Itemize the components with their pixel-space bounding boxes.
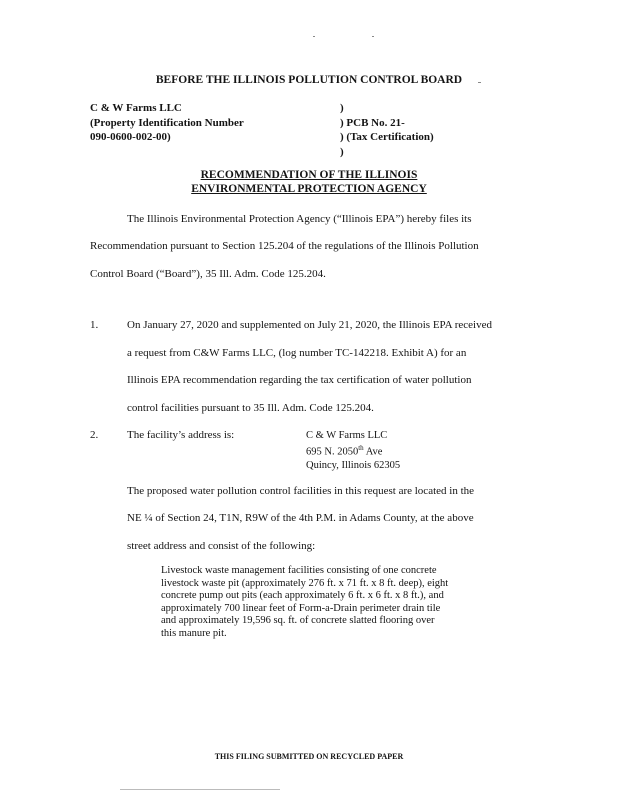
caption-line: C & W Farms LLC [90,102,182,114]
address-label: The facility’s address is: [127,429,235,441]
para2-line: The proposed water pollution control facilities in this request are located in the [127,485,475,497]
scan-speck [313,36,315,37]
paragraph-number: 2. [90,429,99,441]
address-line: C & W Farms LLC [306,430,388,441]
description-line: livestock waste pit (approximately 276 ft. x 71 ft. x 8 ft. deep), eight [161,577,449,589]
caption-line: (Property Identification Number [90,116,244,129]
facility-address [306,429,400,472]
para1-line: On January 27, 2020 and supplemented on July 21, 2020, the Illinois EPA received [127,319,492,331]
description-line: approximately 700 linear feet of Form-a-Drain perimeter drain tile [161,602,441,614]
para2-line: street address and consist of the following: [127,540,316,552]
facility-description [161,565,448,640]
intro-line: The Illinois Environmental Protection Agency (“Illinois EPA”) hereby files its [127,213,472,225]
description-line: Livestock waste management facilities consisting of one concrete [161,565,437,576]
caption-party [90,101,244,145]
recommendation-heading-line1: RECOMMENDATION OF THE ILLINOIS [200,169,418,181]
caption-line: ) PCB No. 21- [340,116,405,129]
intro-line: Control Board (“Board”), 35 Ill. Adm. Code 125.204. [90,268,326,280]
description-line: and approximately 19,596 sq. ft. of concrete slatted flooring over [161,615,435,626]
address-line: Quincy, Illinois 62305 [306,459,401,471]
scan-speck [478,82,481,83]
intro-line: Recommendation pursuant to Section 125.204 of the regulations of the Illinois Pollution [90,240,479,252]
para1-line: a request from C&W Farms LLC, (log number TC-142218. Exhibit A) for an [127,347,467,359]
caption-line: ) [340,102,344,114]
recycled-paper-footer: THIS FILING SUBMITTED ON RECYCLED PAPER [214,752,404,761]
para2-line: NE ¼ of Section 24, T1N, R9W of the 4th P.M. in Adams County, at the above [127,512,474,524]
caption-line: ) [340,145,344,158]
scan-speck [372,36,374,37]
description-line: this manure pit. [161,627,227,639]
caption-line: ) (Tax Certification) [340,131,434,143]
scan-edge-line [120,789,280,790]
paragraph-number: 1. [90,319,99,331]
address-line: 695 N. 2050th Ave [306,444,383,458]
para1-line: Illinois EPA recommendation regarding the tax certification of water pollution [127,374,472,386]
description-line: concrete pump out pits (each approximately 6 ft. x 6 ft. x 8 ft.), and [161,590,444,601]
board-title: BEFORE THE ILLINOIS POLLUTION CONTROL BOARD [155,74,463,86]
para1-line: control facilities pursuant to 35 Ill. Adm. Code 125.204. [127,402,374,414]
caption-line: 090-0600-002-00) [90,131,171,143]
caption-case [340,101,434,159]
recommendation-heading-line2: ENVIRONMENTAL PROTECTION AGENCY [191,183,427,195]
